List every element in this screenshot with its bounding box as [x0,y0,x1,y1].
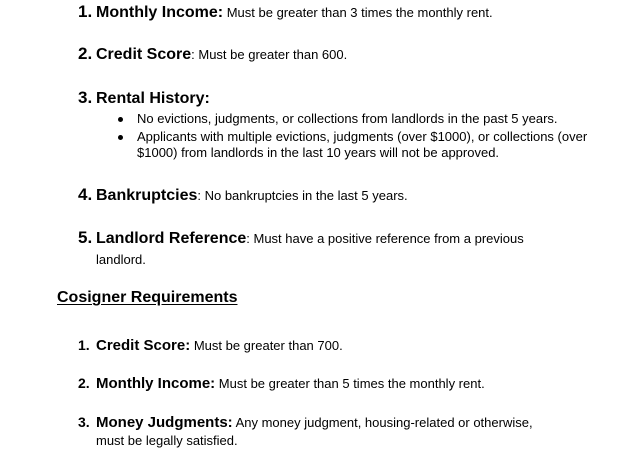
item-number: 5. [78,228,93,247]
item-description: Must be greater than 5 times the monthly rent. [215,376,485,391]
item-title: Monthly Income: [96,375,216,392]
item-title: Bankruptcies [96,187,198,204]
item-description-continued: must be legally satisfied. [96,433,238,448]
item-number: 3. [78,414,90,430]
item-description: Must be greater than 3 times the monthly rent. [223,5,493,20]
item-description: : Must have a positive reference from a previous [246,231,524,246]
item-number: 2. [78,44,93,63]
bullet-text: No evictions, judgments, or collections from landlords in the past 5 years. [137,111,558,126]
item-description-continued: landlord. [96,252,146,267]
item-number: 3. [78,88,93,107]
item-title: Credit Score: [96,337,191,354]
item-description: Must be greater than 700. [190,338,343,353]
item-description: : Must be greater than 600. [191,47,348,62]
item-title: Rental History: [96,90,210,107]
item-number: 2. [78,375,90,391]
item-title: Money Judgments: [96,414,233,431]
bullet-icon [118,117,123,122]
bullet-text: Applicants with multiple evictions, judgments (over $1000), or collections (over $1000) from landlords in the last 10 years will not be approved. [137,129,588,160]
rental-history-bullets [118,111,588,163]
list-item [118,129,588,161]
section-heading-cosigner: Cosigner Requirements [57,289,238,306]
item-number: 1. [78,337,90,353]
item-description: : No bankruptcies in the last 5 years. [197,188,408,203]
item-number: 1. [78,2,93,21]
item-number: 4. [78,185,93,204]
item-title: Landlord Reference [96,230,247,247]
item-description: Any money judgment, housing-related or otherwise, [232,415,533,430]
item-title: Monthly Income: [96,4,224,21]
list-item [118,111,588,127]
bullet-icon [118,135,123,140]
item-title: Credit Score [96,46,192,63]
